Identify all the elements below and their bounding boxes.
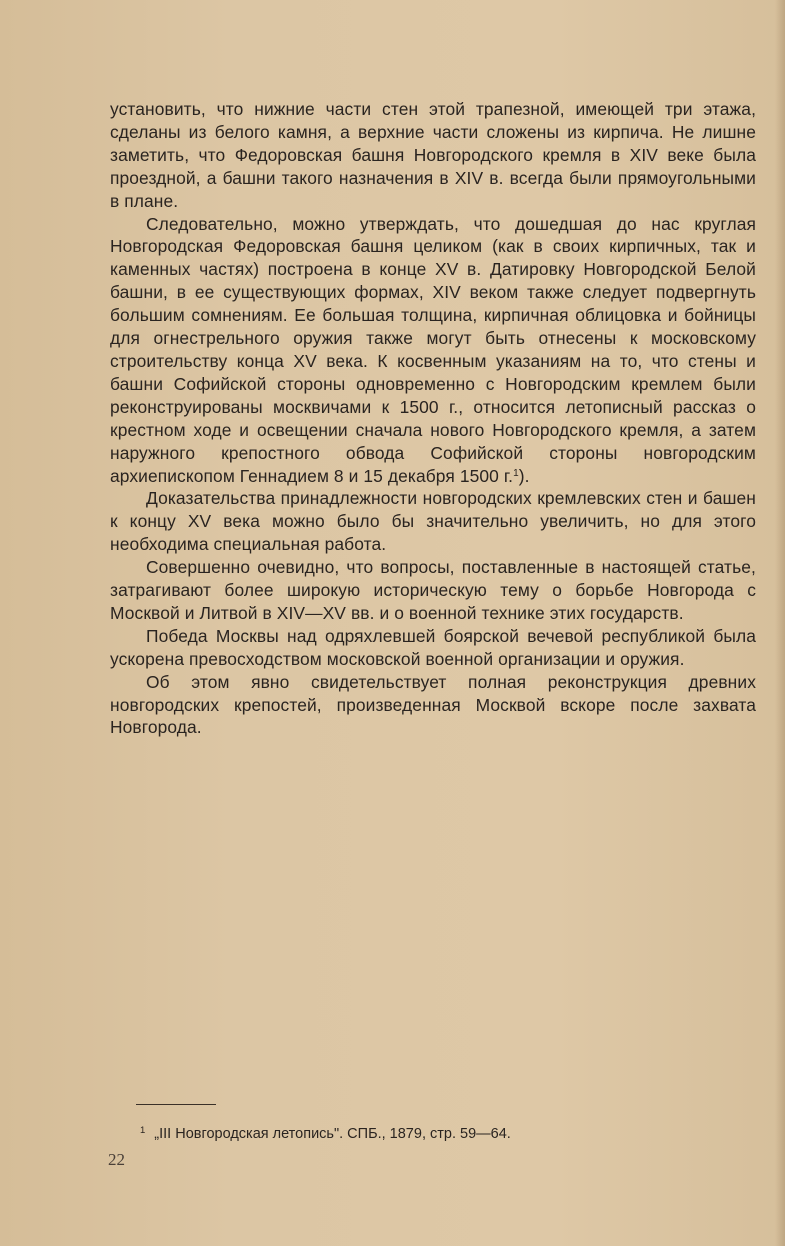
paragraph-6: Об этом явно свидетельствует полная реконструкция древних новгородских крепостей, произведенная Москвой вскоре после захвата Новгорода. <box>110 671 756 738</box>
paragraph-3: Доказательства принадлежности новгородских кремлевских стен и башен к концу XV века можно было бы значительно увеличить, но для этого необходима специальная работа. <box>110 488 756 555</box>
footnote-reference-close: ). <box>518 465 530 486</box>
paragraph-5: Победа Москвы над одряхлевшей боярской вечевой республикой была ускорена превосходством московской военной организации и оружия. <box>110 625 756 669</box>
paragraph-4: Совершенно очевидно, что вопросы, поставленные в настоящей статье, затрагивают более широкую историческую тему о борьбе Новгорода с Москвой и Литвой в XIV—XV вв. и о военной технике этих государств. <box>110 557 756 623</box>
paragraph-2-text: Следовательно, можно утверждать, что дошедшая до нас круглая Новгородская Федоровская башня целиком (как в своих кирпичных, так и каменных частях) построена в конце XV в. Датировку Новгородской Белой башни, в ее существующих формах, XIV веком также следует подвергнуть большим сомнениям. Ее большая толщина, кирпичная облицовка и бойницы для огнестрельного оружия также могут быть отнесены к московскому строительству конца XV века. К косвенным указаниям на то, что стены и башни Софийской стороны одновременно с Новгородским кремлем были реконструированы москвичами к 1500 г., относится летописный рассказ о крестном ходе и освещении сначала нового Новгородского кремля, а затем наружного крепостного обвода Софийской стороны новгородским архиепископом Геннадием 8 и 15 декабря 1500 г. <box>110 213 756 486</box>
main-text <box>110 98 756 739</box>
footnote-text: „III Новгородская летопись". СПБ., 1879, стр. 59—64. <box>154 1126 511 1142</box>
footnote <box>140 1122 740 1143</box>
footnote-divider <box>136 1104 216 1105</box>
page-number: 22 <box>108 1150 125 1169</box>
paragraph-1: установить, что нижние части стен этой трапезной, имеющей три этажа, сделаны из белого камня, а верхние части сложены из кирпича. Не лишне заметить, что Федоровская башня Новгородского кремля в XIV веке была проездной, а башни такого назначения в XIV в. всегда были прямоугольными в плане. <box>110 99 756 211</box>
footnote-reference: 1 <box>513 467 519 479</box>
footnote-marker: 1 <box>140 1125 146 1136</box>
paragraph-2 <box>110 213 756 488</box>
